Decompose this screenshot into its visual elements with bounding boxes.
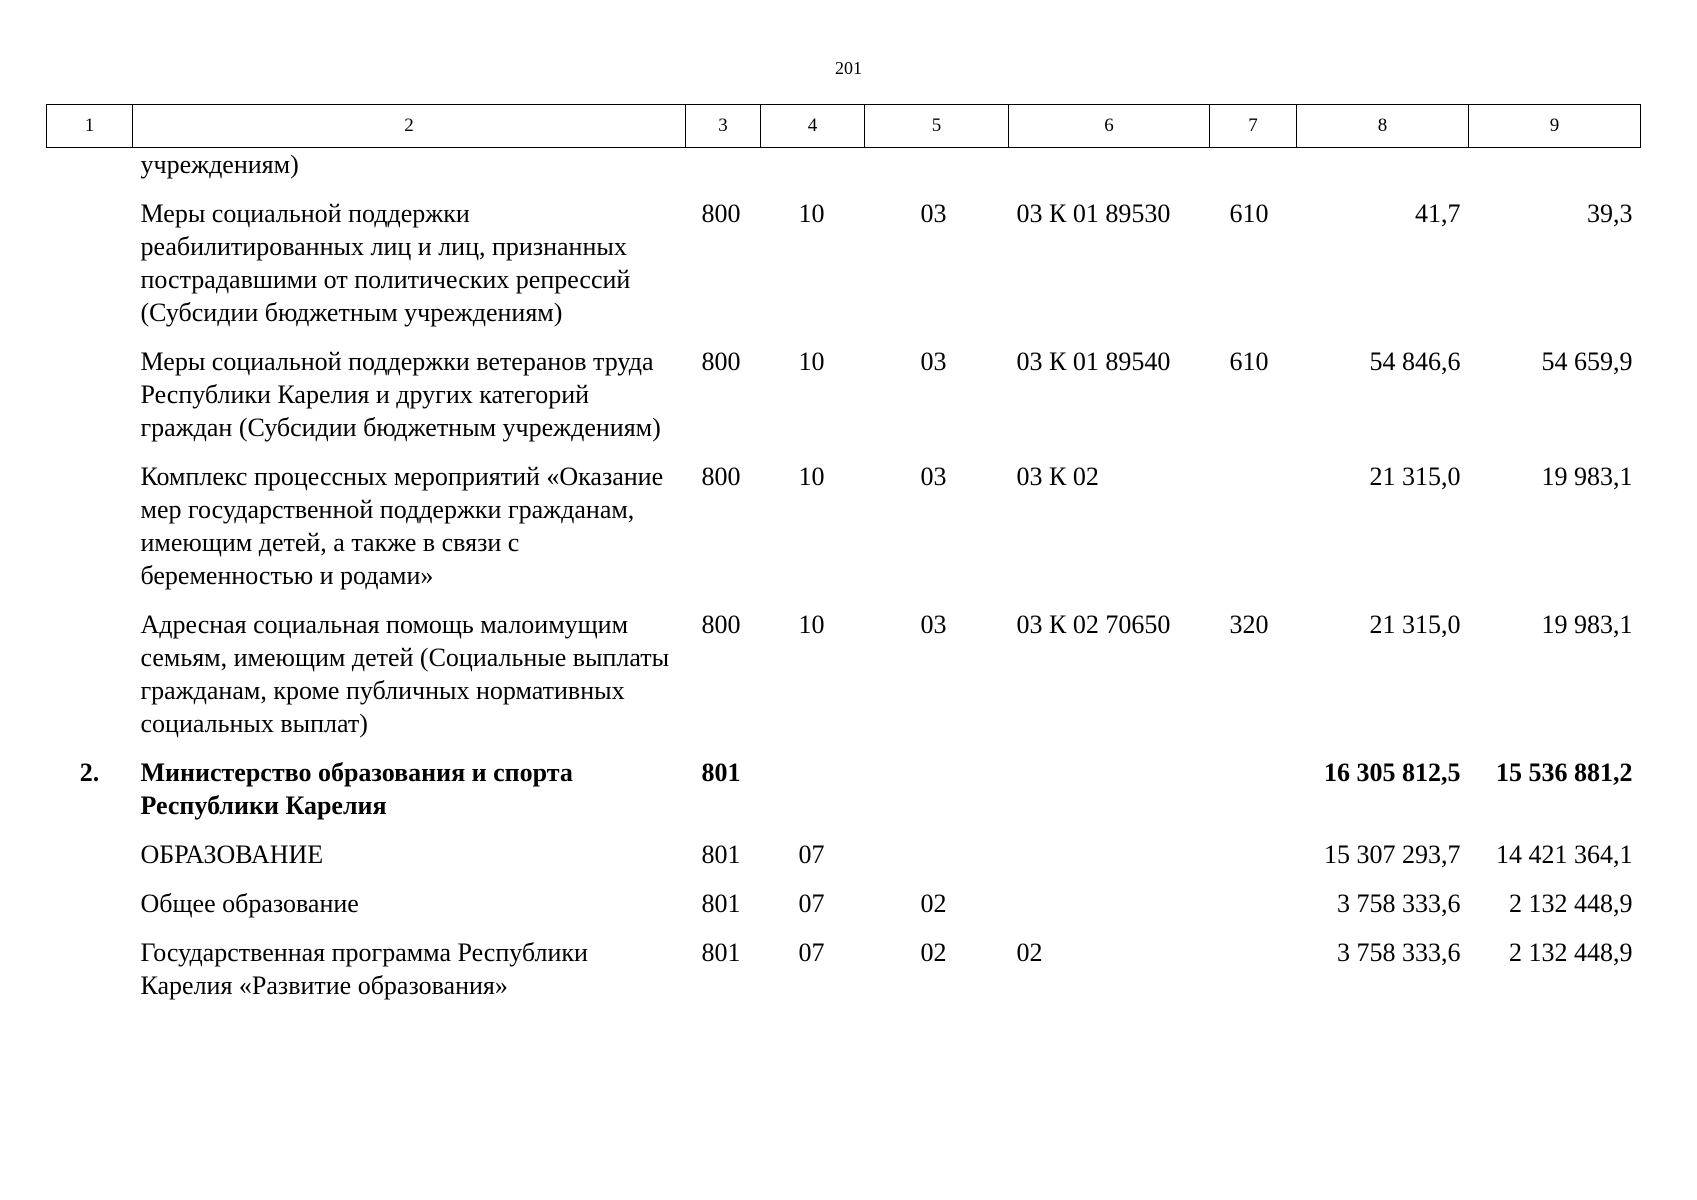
- ministry-code: 801: [701, 938, 741, 967]
- row-number: [47, 608, 133, 756]
- ministry-code: 800: [701, 610, 741, 639]
- amount-year-1: 15 307 293,7: [1324, 840, 1461, 869]
- target-article-code: 03 К 02 70650: [1016, 610, 1171, 639]
- subsection-code: 03: [920, 199, 947, 228]
- row-number: [47, 838, 133, 887]
- row-name: Государственная программа Республики Карелия «Развитие образования»: [140, 938, 588, 1000]
- column-header-7: 7: [1210, 105, 1297, 148]
- row-number: [47, 887, 133, 936]
- amount-year-1: 41,7: [1415, 199, 1461, 228]
- section-code: 07: [798, 840, 825, 869]
- amount-year-2: 2 132 448,9: [1509, 889, 1633, 918]
- subsection-code: 02: [920, 938, 947, 967]
- column-header-3: 3: [686, 105, 761, 148]
- column-header-8: 8: [1297, 105, 1469, 148]
- expense-type-code: [1210, 756, 1297, 838]
- expense-type-code: 610: [1229, 347, 1269, 376]
- table-row: [47, 936, 1641, 1018]
- amount-year-2: [1469, 148, 1641, 198]
- target-article-code: [1009, 148, 1210, 198]
- amount-year-1: 3 758 333,6: [1337, 889, 1461, 918]
- column-header-5: 5: [865, 105, 1009, 148]
- expense-type-code: [1210, 148, 1297, 198]
- table-row: [47, 460, 1641, 608]
- subsection-code: 03: [920, 347, 947, 376]
- column-header-6: 6: [1009, 105, 1210, 148]
- target-article-code: 03 К 01 89540: [1016, 347, 1171, 376]
- budget-table: [46, 104, 1641, 1018]
- subsection-code: 02: [920, 889, 947, 918]
- ministry-code: 801: [701, 758, 741, 787]
- expense-type-code: [1210, 460, 1297, 608]
- amount-year-2: 15 536 881,2: [1496, 758, 1633, 787]
- row-name: Меры социальной поддержки реабилитированных лиц и лиц, признанных пострадавшими от политических репрессий (Субсидии бюджетным учреждениям): [140, 199, 631, 327]
- table-row: [47, 608, 1641, 756]
- row-number: 2.: [79, 758, 100, 787]
- section-code: 10: [798, 610, 825, 639]
- amount-year-1: 16 305 812,5: [1324, 758, 1461, 787]
- amount-year-2: 54 659,9: [1541, 347, 1633, 376]
- table-row: [47, 838, 1641, 887]
- column-header-9: 9: [1469, 105, 1641, 148]
- row-name: Общее образование: [140, 889, 359, 918]
- table-header: [47, 105, 1641, 148]
- row-name: Меры социальной поддержки ветеранов труда Республики Карелия и других категорий граждан (Субсидии бюджетным учреждениям): [140, 347, 661, 442]
- column-header-4: 4: [761, 105, 865, 148]
- expense-type-code: [1210, 936, 1297, 1018]
- amount-year-1: 3 758 333,6: [1337, 938, 1461, 967]
- subsection-code: 03: [920, 462, 947, 491]
- target-article-code: [1009, 756, 1210, 838]
- expense-type-code: 320: [1229, 610, 1269, 639]
- subsection-code: [865, 838, 1009, 887]
- row-number: [47, 148, 133, 198]
- section-code: [761, 148, 865, 198]
- ministry-code: 800: [701, 199, 741, 228]
- expense-type-code: 610: [1229, 199, 1269, 228]
- target-article-code: 02: [1016, 938, 1043, 967]
- target-article-code: [1009, 838, 1210, 887]
- section-code: 10: [798, 462, 825, 491]
- target-article-code: [1009, 887, 1210, 936]
- expense-type-code: [1210, 887, 1297, 936]
- target-article-code: 03 К 02: [1016, 462, 1099, 491]
- page-number: 201: [835, 58, 862, 78]
- column-header-2: 2: [133, 105, 686, 148]
- table-row: [47, 756, 1641, 838]
- expense-type-code: [1210, 838, 1297, 887]
- subsection-code: 03: [920, 610, 947, 639]
- amount-year-2: 39,3: [1587, 199, 1633, 228]
- row-name: учреждениям): [140, 150, 299, 179]
- amount-year-1: 21 315,0: [1369, 610, 1461, 639]
- table-row: [47, 197, 1641, 345]
- table-row: [47, 887, 1641, 936]
- section-code: 10: [798, 347, 825, 376]
- amount-year-1: 21 315,0: [1369, 462, 1461, 491]
- row-name: Адресная социальная помощь малоимущим семьям, имеющим детей (Социальные выплаты гражданам, кроме публичных нормативных социальных выплат): [140, 610, 670, 738]
- row-name: Министерство образования и спорта Республики Карелия: [140, 758, 573, 820]
- amount-year-2: 19 983,1: [1541, 610, 1633, 639]
- amount-year-2: 19 983,1: [1541, 462, 1633, 491]
- row-number: [47, 345, 133, 460]
- subsection-code: [865, 148, 1009, 198]
- table-row: [47, 148, 1641, 198]
- row-number: [47, 460, 133, 608]
- row-number: [47, 197, 133, 345]
- amount-year-1: 54 846,6: [1369, 347, 1461, 376]
- section-code: 10: [798, 199, 825, 228]
- target-article-code: 03 К 01 89530: [1016, 199, 1171, 228]
- subsection-code: [865, 756, 1009, 838]
- ministry-code: 800: [701, 347, 741, 376]
- ministry-code: 801: [701, 840, 741, 869]
- column-header-1: 1: [47, 105, 133, 148]
- row-name: ОБРАЗОВАНИЕ: [140, 840, 324, 869]
- amount-year-2: 14 421 364,1: [1496, 840, 1633, 869]
- amount-year-2: 2 132 448,9: [1509, 938, 1633, 967]
- row-name: Комплекс процессных мероприятий «Оказание мер государственной поддержки гражданам, имеющим детей, а также в связи с беременностью и родами»: [140, 462, 664, 590]
- section-code: 07: [798, 938, 825, 967]
- header-row: [47, 105, 1641, 148]
- section-code: [761, 756, 865, 838]
- ministry-code: 800: [701, 462, 741, 491]
- ministry-code: [686, 148, 761, 198]
- table-body: [47, 148, 1641, 1019]
- amount-year-1: [1297, 148, 1469, 198]
- ministry-code: 801: [701, 889, 741, 918]
- table-row: [47, 345, 1641, 460]
- section-code: 07: [798, 889, 825, 918]
- row-number: [47, 936, 133, 1018]
